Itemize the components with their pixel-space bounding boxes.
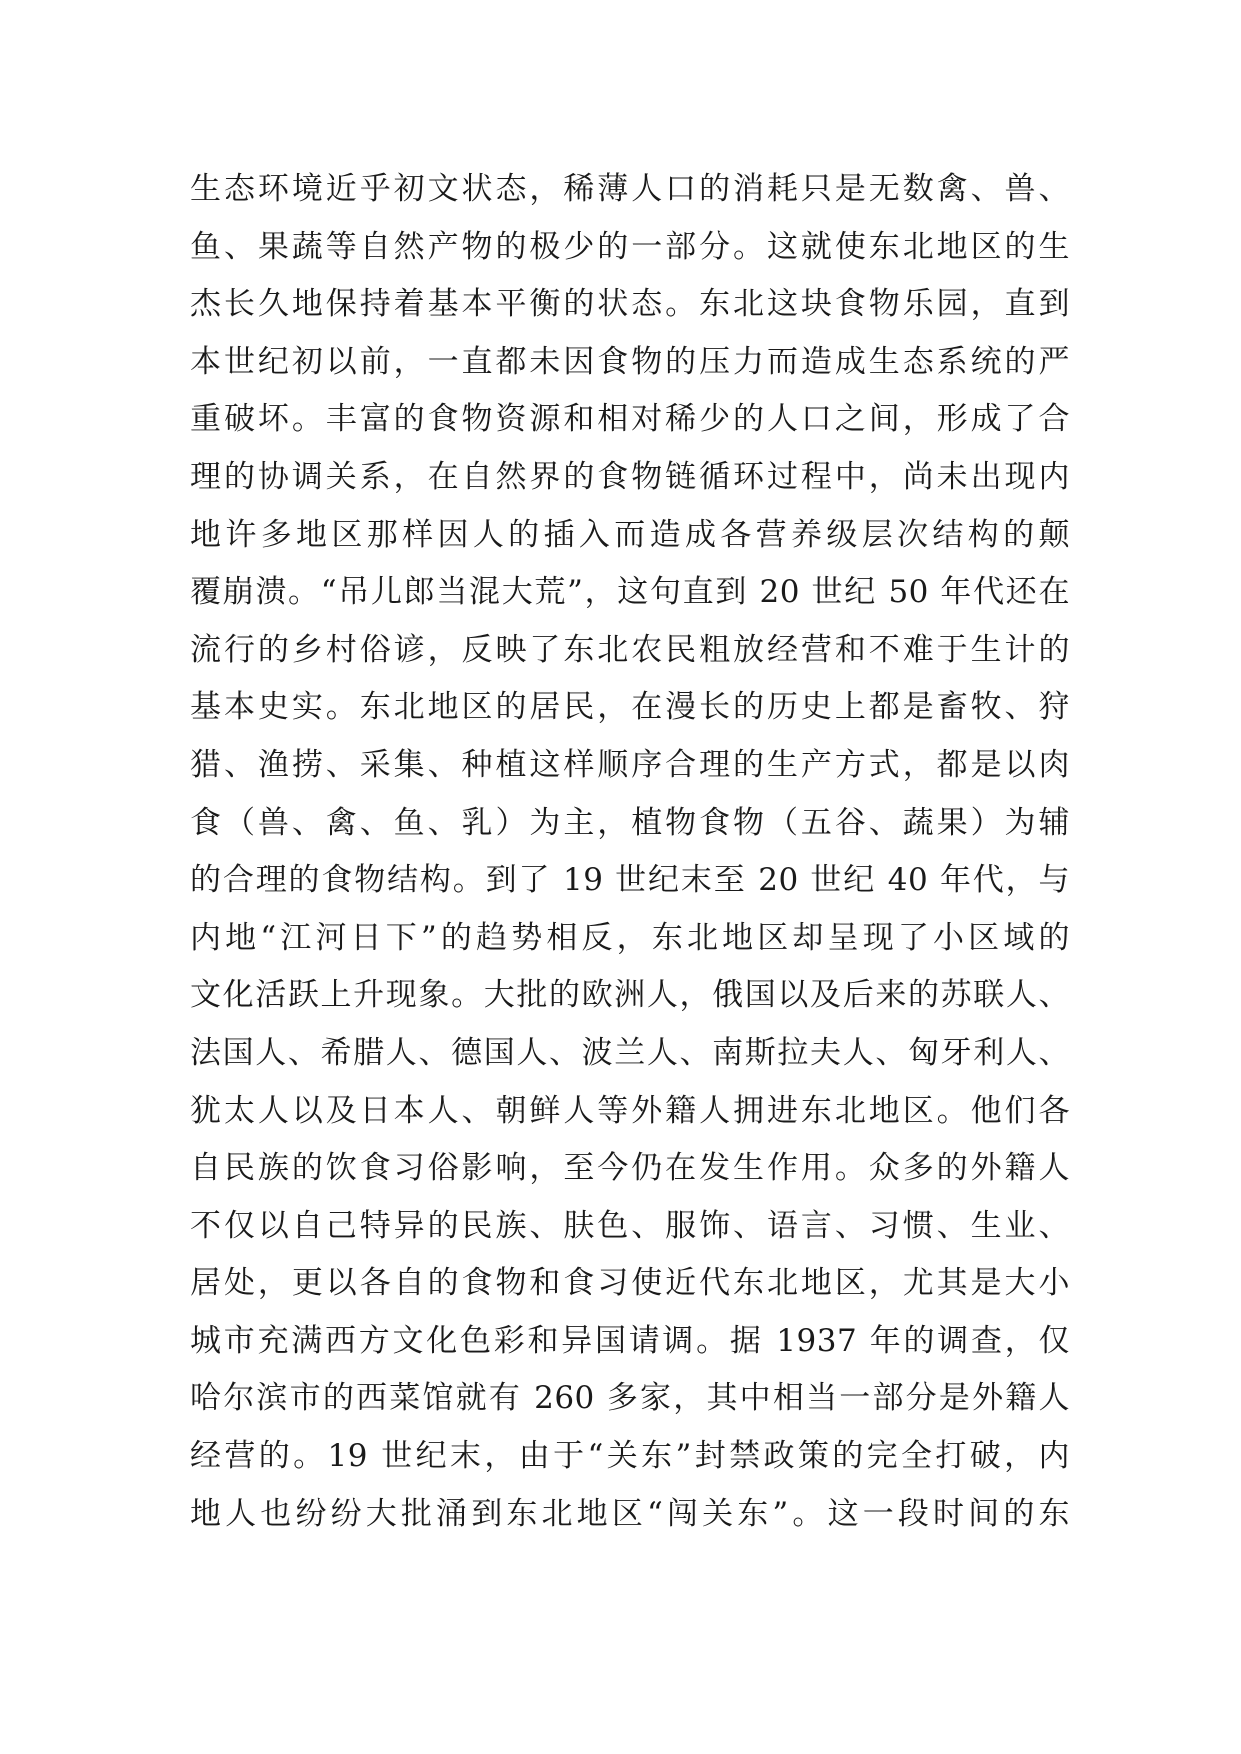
text-line: 食（兽、禽、鱼、乳）为主，植物食物（五谷、蔬果）为辅 (190, 804, 1070, 841)
text-line: 居处，更以各自的食物和食习使近代东北地区，尤其是大小 (190, 1265, 1070, 1302)
text-line: 城市充满西方文化色彩和异国请调。据 1937 年的调查，仅 (190, 1322, 1070, 1359)
text-line: 文化活跃上升现象。大批的欧洲人，俄国以及后来的苏联人、 (190, 977, 1070, 1014)
text-line: 生态环境近乎初文状态，稀薄人口的消耗只是无数禽、兽、 (190, 171, 1070, 207)
body-text (190, 161, 1070, 1543)
text-line: 流行的乡村俗谚，反映了东北农民粗放经营和不难于生计的 (190, 631, 1070, 668)
text-line: 猎、渔捞、采集、种植这样顺序合理的生产方式，都是以肉 (190, 746, 1070, 783)
text-line: 覆崩溃。“吊儿郎当混大荒”，这句直到 20 世纪 50 年代还在 (190, 574, 1070, 611)
text-line: 理的协调关系，在自然界的食物链循环过程中，尚未出现内 (190, 458, 1070, 495)
text-line: 法国人、希腊人、德国人、波兰人、南斯拉夫人、匈牙利人、 (190, 1034, 1070, 1071)
text-line: 地人也纷纷大批涌到东北地区“闯关东”。这一段时间的东 (190, 1495, 1070, 1532)
text-line: 重破坏。丰富的食物资源和相对稀少的人口之间，形成了合 (190, 401, 1070, 438)
text-line: 基本史实。东北地区的居民，在漫长的历史上都是畜牧、狩 (190, 689, 1070, 726)
text-line: 鱼、果蔬等自然产物的极少的一部分。这就使东北地区的生 (190, 228, 1070, 265)
text-line: 自民族的饮食习俗影响，至今仍在发生作用。众多的外籍人 (190, 1150, 1070, 1187)
text-line: 本世纪初以前，一直都未因食物的压力而造成生态系统的严 (190, 343, 1070, 380)
text-line: 犹太人以及日本人、朝鲜人等外籍人拥进东北地区。他们各 (190, 1092, 1070, 1129)
text-line: 的合理的食物结构。到了 19 世纪末至 20 世纪 40 年代，与 (190, 862, 1070, 899)
text-line: 地许多地区那样因人的插入而造成各营养级层次结构的颠 (190, 516, 1070, 553)
text-line: 哈尔滨市的西菜馆就有 260 多家，其中相当一部分是外籍人 (190, 1380, 1070, 1417)
text-line: 经营的。19 世纪末，由于“关东”封禁政策的完全打破，内 (190, 1438, 1070, 1475)
text-line: 内地“江河日下”的趋势相反，东北地区却呈现了小区域的 (190, 919, 1070, 956)
text-line: 不仅以自己特异的民族、肤色、服饰、语言、习惯、生业、 (190, 1207, 1070, 1244)
text-line: 杰长久地保持着基本平衡的状态。东北这块食物乐园，直到 (190, 286, 1070, 323)
